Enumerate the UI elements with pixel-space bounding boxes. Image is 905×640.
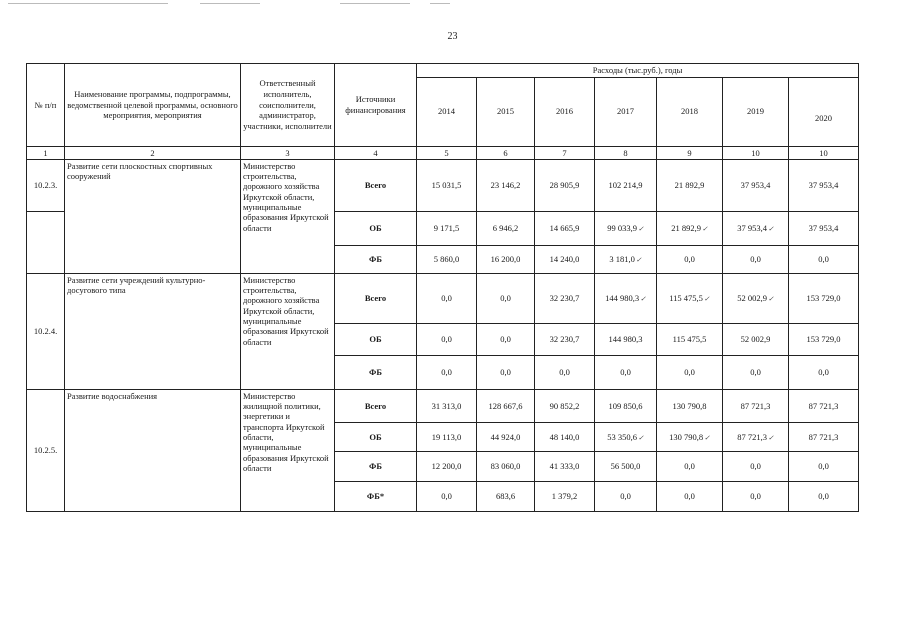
value-text: 87 721,3 <box>737 431 767 442</box>
check-mark-icon: ✓ <box>635 256 642 265</box>
section-code: 10.2.5. <box>27 389 65 511</box>
value-cell <box>595 422 657 451</box>
value-cell: 16 200,0 <box>477 245 535 273</box>
check-mark-icon: ✓ <box>703 295 710 304</box>
value-cell: 0,0 <box>417 323 477 355</box>
value-cell: 0,0 <box>417 355 477 389</box>
column-number: 3 <box>241 146 335 159</box>
value-cell: 90 852,2 <box>535 389 595 422</box>
value-cell: 0,0 <box>723 245 789 273</box>
value-cell: 87 721,3 <box>789 422 859 451</box>
column-number: 10 <box>723 146 789 159</box>
value-cell: 44 924,0 <box>477 422 535 451</box>
value-text: 115 475,5 <box>669 293 703 304</box>
value-cell: 28 905,9 <box>535 159 595 211</box>
header-year: 2018 <box>657 77 723 146</box>
value-cell: 0,0 <box>477 355 535 389</box>
funding-source: ОБ <box>335 323 417 355</box>
table-row <box>27 389 859 422</box>
value-cell: 52 002,9 <box>723 323 789 355</box>
value-text: 53 350,6 <box>607 431 637 442</box>
value-cell: 5 860,0 <box>417 245 477 273</box>
value-cell: 130 790,8 <box>657 389 723 422</box>
funding-source: Всего <box>335 389 417 422</box>
value-cell: 31 313,0 <box>417 389 477 422</box>
value-cell: 48 140,0 <box>535 422 595 451</box>
page-number: 23 <box>447 31 458 42</box>
header-year: 2015 <box>477 77 535 146</box>
value-cell <box>723 422 789 451</box>
value-cell <box>595 245 657 273</box>
value-cell: 41 333,0 <box>535 451 595 481</box>
value-cell: 37 953,4 <box>789 211 859 245</box>
check-mark-icon: ✓ <box>767 295 774 304</box>
value-cell: 0,0 <box>723 355 789 389</box>
section-name: Развитие сети учреждений культурно-досугового типа <box>65 273 241 389</box>
budget-table <box>26 63 859 512</box>
table-row <box>27 159 859 211</box>
value-cell: 21 892,9 <box>657 159 723 211</box>
column-numbers-row <box>27 146 859 159</box>
value-cell: 0,0 <box>477 273 535 323</box>
value-cell <box>595 273 657 323</box>
funding-source: ФБ <box>335 355 417 389</box>
value-text: 21 892,9 <box>671 223 701 234</box>
funding-source: ФБ <box>335 451 417 481</box>
value-cell: 153 729,0 <box>789 273 859 323</box>
value-cell: 14 240,0 <box>535 245 595 273</box>
value-cell: 0,0 <box>789 451 859 481</box>
column-number: 4 <box>335 146 417 159</box>
header-responsible: Ответственный исполнитель, соисполнители, администратор, участники, исполнители <box>241 64 335 147</box>
value-cell: 37 953,4 <box>789 159 859 211</box>
column-number: 2 <box>65 146 241 159</box>
check-mark-icon: ✓ <box>767 433 774 442</box>
column-number: 8 <box>595 146 657 159</box>
value-cell: 0,0 <box>417 481 477 511</box>
value-cell: 0,0 <box>657 245 723 273</box>
section-responsible: Министерство жилищной политики, энергетики и транспорта Иркутской области, муниципальные образования Иркутской области <box>241 389 335 511</box>
column-number: 7 <box>535 146 595 159</box>
value-cell: 0,0 <box>723 481 789 511</box>
value-cell: 683,6 <box>477 481 535 511</box>
check-mark-icon: ✓ <box>640 295 646 304</box>
value-text: 130 790,8 <box>669 431 704 442</box>
funding-source: Всего <box>335 273 417 323</box>
value-cell <box>657 211 723 245</box>
header-year: 2017 <box>595 77 657 146</box>
section-code: 10.2.3. <box>27 159 65 211</box>
value-cell: 15 031,5 <box>417 159 477 211</box>
check-mark-icon: ✓ <box>701 225 708 234</box>
value-cell <box>723 211 789 245</box>
value-cell: 0,0 <box>477 323 535 355</box>
section-name: Развитие сети плоскостных спортивных сооружений <box>65 159 241 273</box>
value-cell: 9 171,5 <box>417 211 477 245</box>
value-cell <box>657 422 723 451</box>
value-text: 99 033,9 <box>607 223 637 234</box>
check-mark-icon: ✓ <box>637 225 644 234</box>
value-cell: 109 850,6 <box>595 389 657 422</box>
section-code-empty <box>27 211 65 273</box>
value-cell: 0,0 <box>657 355 723 389</box>
value-text: 3 181,0 <box>609 254 635 265</box>
value-cell: 0,0 <box>535 355 595 389</box>
header-expenses: Расходы (тыс.руб.), годы <box>417 64 859 78</box>
value-cell: 37 953,4 <box>723 159 789 211</box>
column-number: 9 <box>657 146 723 159</box>
header-sources: Источники финансирования <box>335 64 417 147</box>
funding-source: ФБ* <box>335 481 417 511</box>
value-cell: 14 665,9 <box>535 211 595 245</box>
value-text: 144 980,3 <box>605 293 640 304</box>
section-name: Развитие водоснабжения <box>65 389 241 511</box>
header-year: 2019 <box>723 77 789 146</box>
section-responsible: Министерство строительства, дорожного хозяйства Иркутской области, муниципальные образования Иркутской области <box>241 273 335 389</box>
section-code: 10.2.4. <box>27 273 65 389</box>
column-number: 1 <box>27 146 65 159</box>
value-cell: 144 980,3 <box>595 323 657 355</box>
value-cell: 0,0 <box>789 355 859 389</box>
value-cell: 115 475,5 <box>657 323 723 355</box>
value-cell: 83 060,0 <box>477 451 535 481</box>
value-cell: 19 113,0 <box>417 422 477 451</box>
header-year: 2020 <box>789 77 859 146</box>
table-row <box>27 273 859 323</box>
funding-source: ОБ <box>335 211 417 245</box>
scan-artifact-line <box>0 3 905 5</box>
value-cell: 12 200,0 <box>417 451 477 481</box>
value-cell: 56 500,0 <box>595 451 657 481</box>
value-cell <box>657 273 723 323</box>
value-cell: 102 214,9 <box>595 159 657 211</box>
value-text: 37 953,4 <box>737 223 767 234</box>
check-mark-icon: ✓ <box>767 225 774 234</box>
value-cell: 1 379,2 <box>535 481 595 511</box>
value-cell: 0,0 <box>595 355 657 389</box>
column-number: 10 <box>789 146 859 159</box>
check-mark-icon: ✓ <box>637 433 644 442</box>
value-cell: 0,0 <box>417 273 477 323</box>
value-cell: 32 230,7 <box>535 273 595 323</box>
column-number: 5 <box>417 146 477 159</box>
column-number: 6 <box>477 146 535 159</box>
check-mark-icon: ✓ <box>704 433 710 442</box>
funding-source: Всего <box>335 159 417 211</box>
header-num: № п/п <box>27 64 65 147</box>
value-cell: 6 946,2 <box>477 211 535 245</box>
funding-source: ФБ <box>335 245 417 273</box>
value-cell: 0,0 <box>657 451 723 481</box>
value-cell: 128 667,6 <box>477 389 535 422</box>
value-cell: 87 721,3 <box>723 389 789 422</box>
value-cell: 87 721,3 <box>789 389 859 422</box>
value-cell: 23 146,2 <box>477 159 535 211</box>
header-name: Наименование программы, подпрограммы, ведомственной целевой программы, основного мероприятия, мероприятия <box>65 64 241 147</box>
value-cell: 0,0 <box>789 245 859 273</box>
value-cell <box>595 211 657 245</box>
header-year: 2016 <box>535 77 595 146</box>
header-year: 2014 <box>417 77 477 146</box>
funding-source: ОБ <box>335 422 417 451</box>
value-cell: 0,0 <box>657 481 723 511</box>
value-cell: 153 729,0 <box>789 323 859 355</box>
value-cell: 0,0 <box>789 481 859 511</box>
section-responsible: Министерство строительства, дорожного хозяйства Иркутской области, муниципальные образования Иркутской области <box>241 159 335 273</box>
value-cell: 0,0 <box>723 451 789 481</box>
value-cell: 0,0 <box>595 481 657 511</box>
value-cell <box>723 273 789 323</box>
value-cell: 32 230,7 <box>535 323 595 355</box>
value-text: 52 002,9 <box>737 293 767 304</box>
